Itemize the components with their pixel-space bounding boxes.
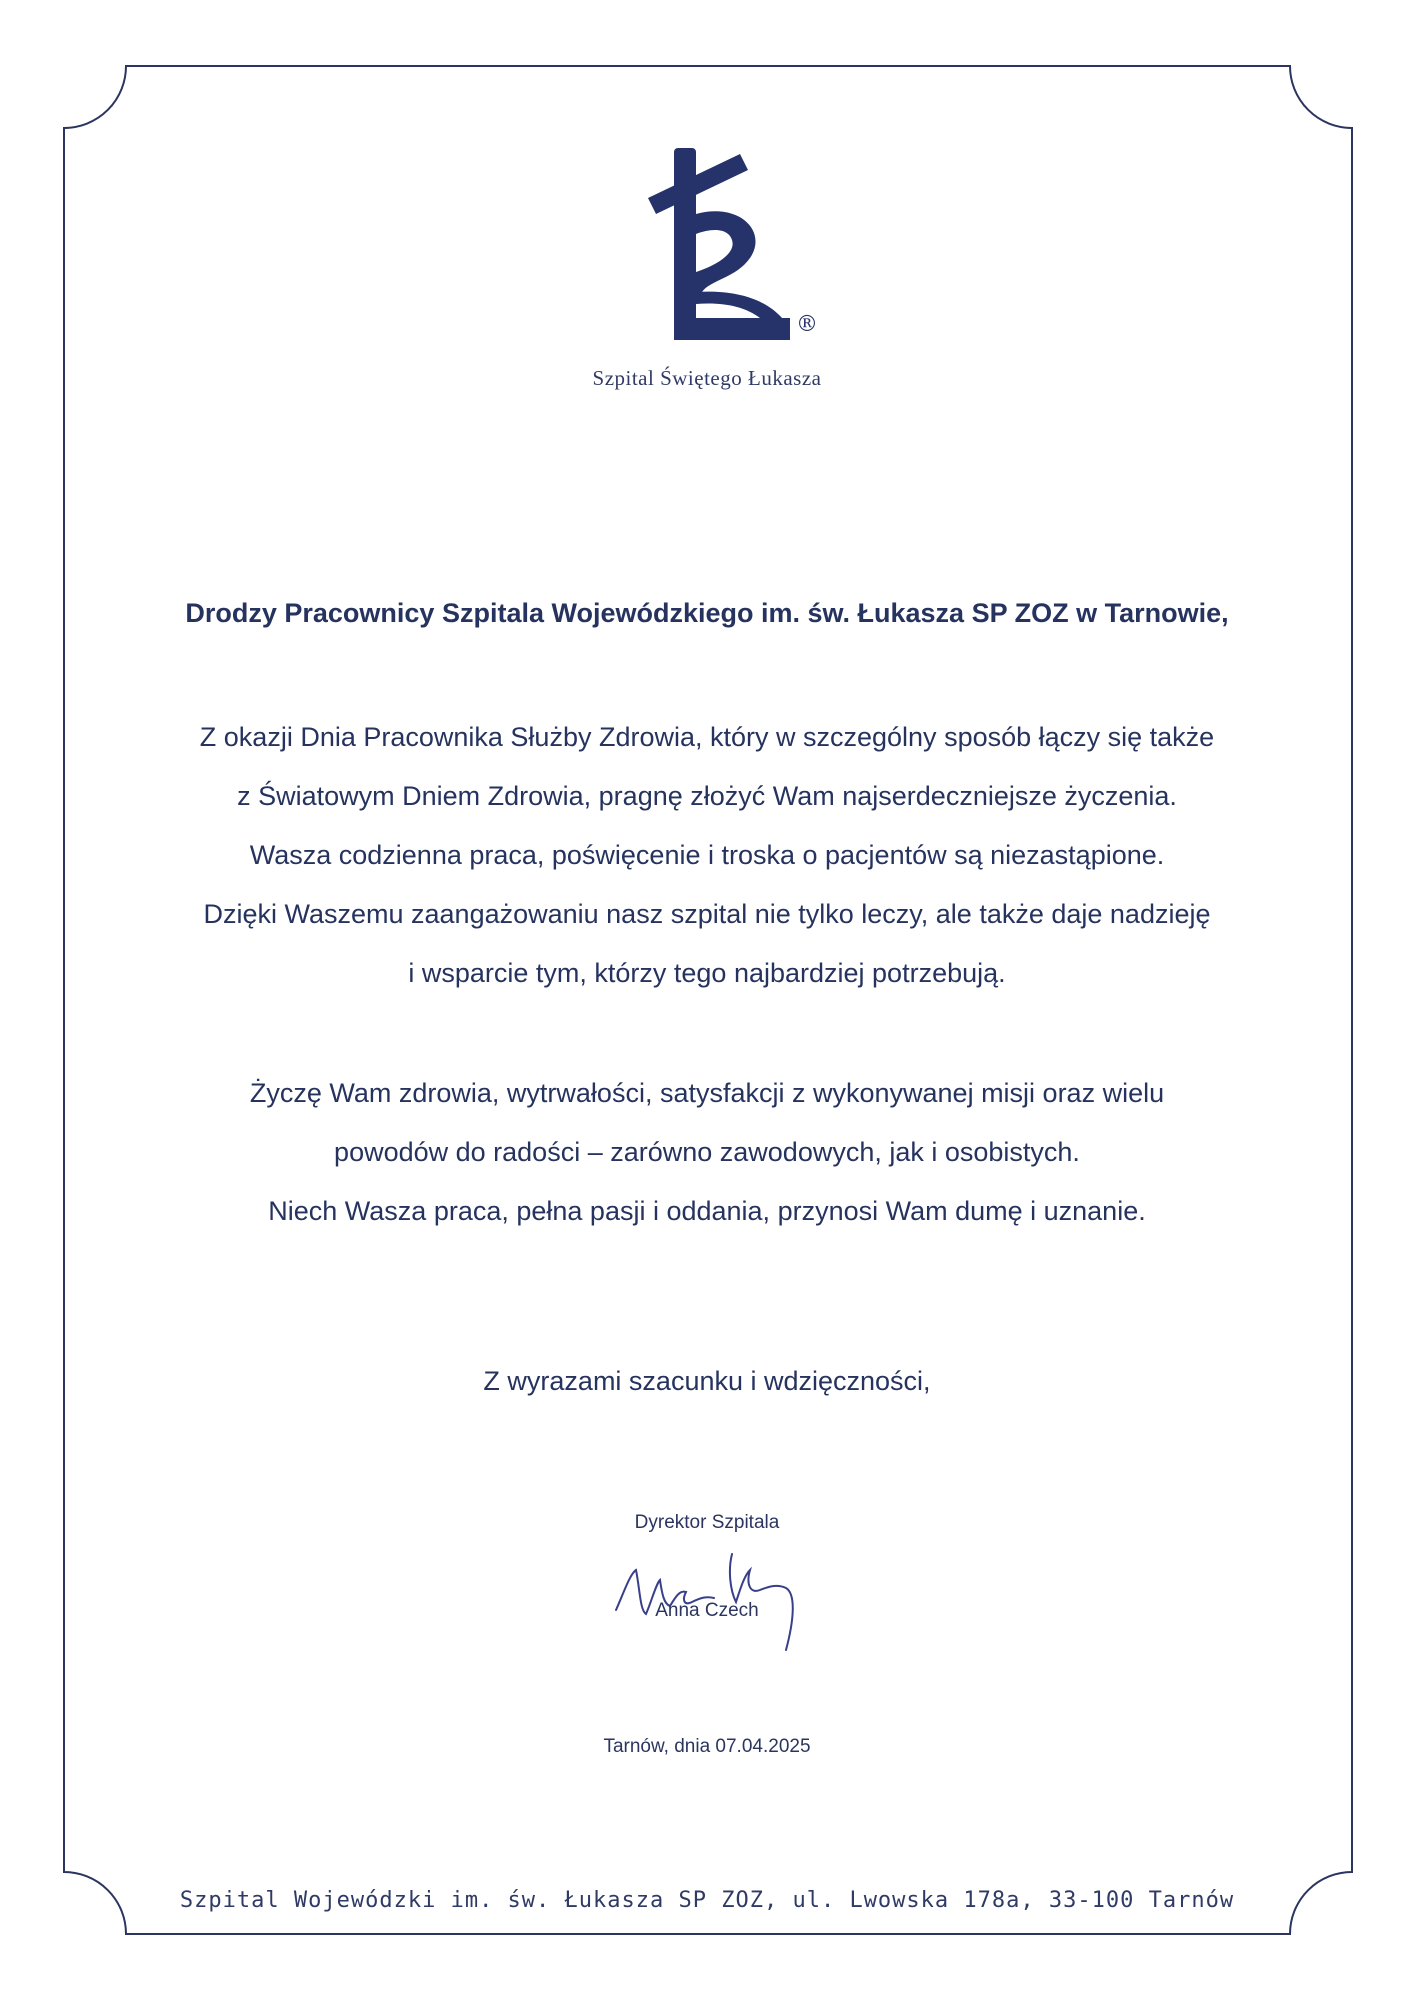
date-line: Tarnów, dnia 07.04.2025 <box>603 1736 811 1757</box>
paragraph-line: Wasza codzienna praca, poświęcenie i troska o pacjentów są niezastąpione. <box>249 840 1165 870</box>
paragraph-line: Życzę Wam zdrowia, wytrwałości, satysfakcji z wykonywanej misji oraz wielu <box>249 1078 1165 1108</box>
registered-mark: ® <box>796 312 818 337</box>
paragraph-wishes <box>0 708 1414 1003</box>
closing-phrase: Z wyrazami szacunku i wdzięczności, <box>483 1366 931 1396</box>
paragraph-closing-wishes <box>0 1064 1414 1241</box>
signatory-name: Anna Czech <box>655 1600 759 1621</box>
hospital-logo-icon <box>640 140 810 350</box>
paragraph-line: z Światowym Dniem Zdrowia, pragnę złożyć Wam najserdeczniejsze życzenia. <box>237 781 1177 811</box>
greeting: Drodzy Pracownicy Szpitala Wojewódzkiego im. św. Łukasza SP ZOZ w Tarnowie, <box>185 598 1229 628</box>
signatory-role: Dyrektor Szpitala <box>634 1512 780 1533</box>
footer-address: Szpital Wojewódzki im. św. Łukasza SP ZOZ, ul. Lwowska 178a, 33-100 Tarnów <box>179 1888 1235 1913</box>
paragraph-line: Dzięki Waszemu zaangażowaniu nasz szpital nie tylko leczy, ale także daje nadzieję <box>203 899 1211 929</box>
paragraph-line: Niech Wasza praca, pełna pasji i oddania, przynosi Wam dumę i uznanie. <box>268 1196 1146 1226</box>
paragraph-line: powodów do radości – zarówno zawodowych, jak i osobistych. <box>334 1137 1080 1167</box>
paragraph-line: i wsparcie tym, którzy tego najbardziej potrzebują. <box>408 958 1006 988</box>
paragraph-line: Z okazji Dnia Pracownika Służby Zdrowia, który w szczególny sposób łączy się także <box>199 722 1215 752</box>
brand-name: Szpital Świętego Łukasza <box>592 366 822 390</box>
